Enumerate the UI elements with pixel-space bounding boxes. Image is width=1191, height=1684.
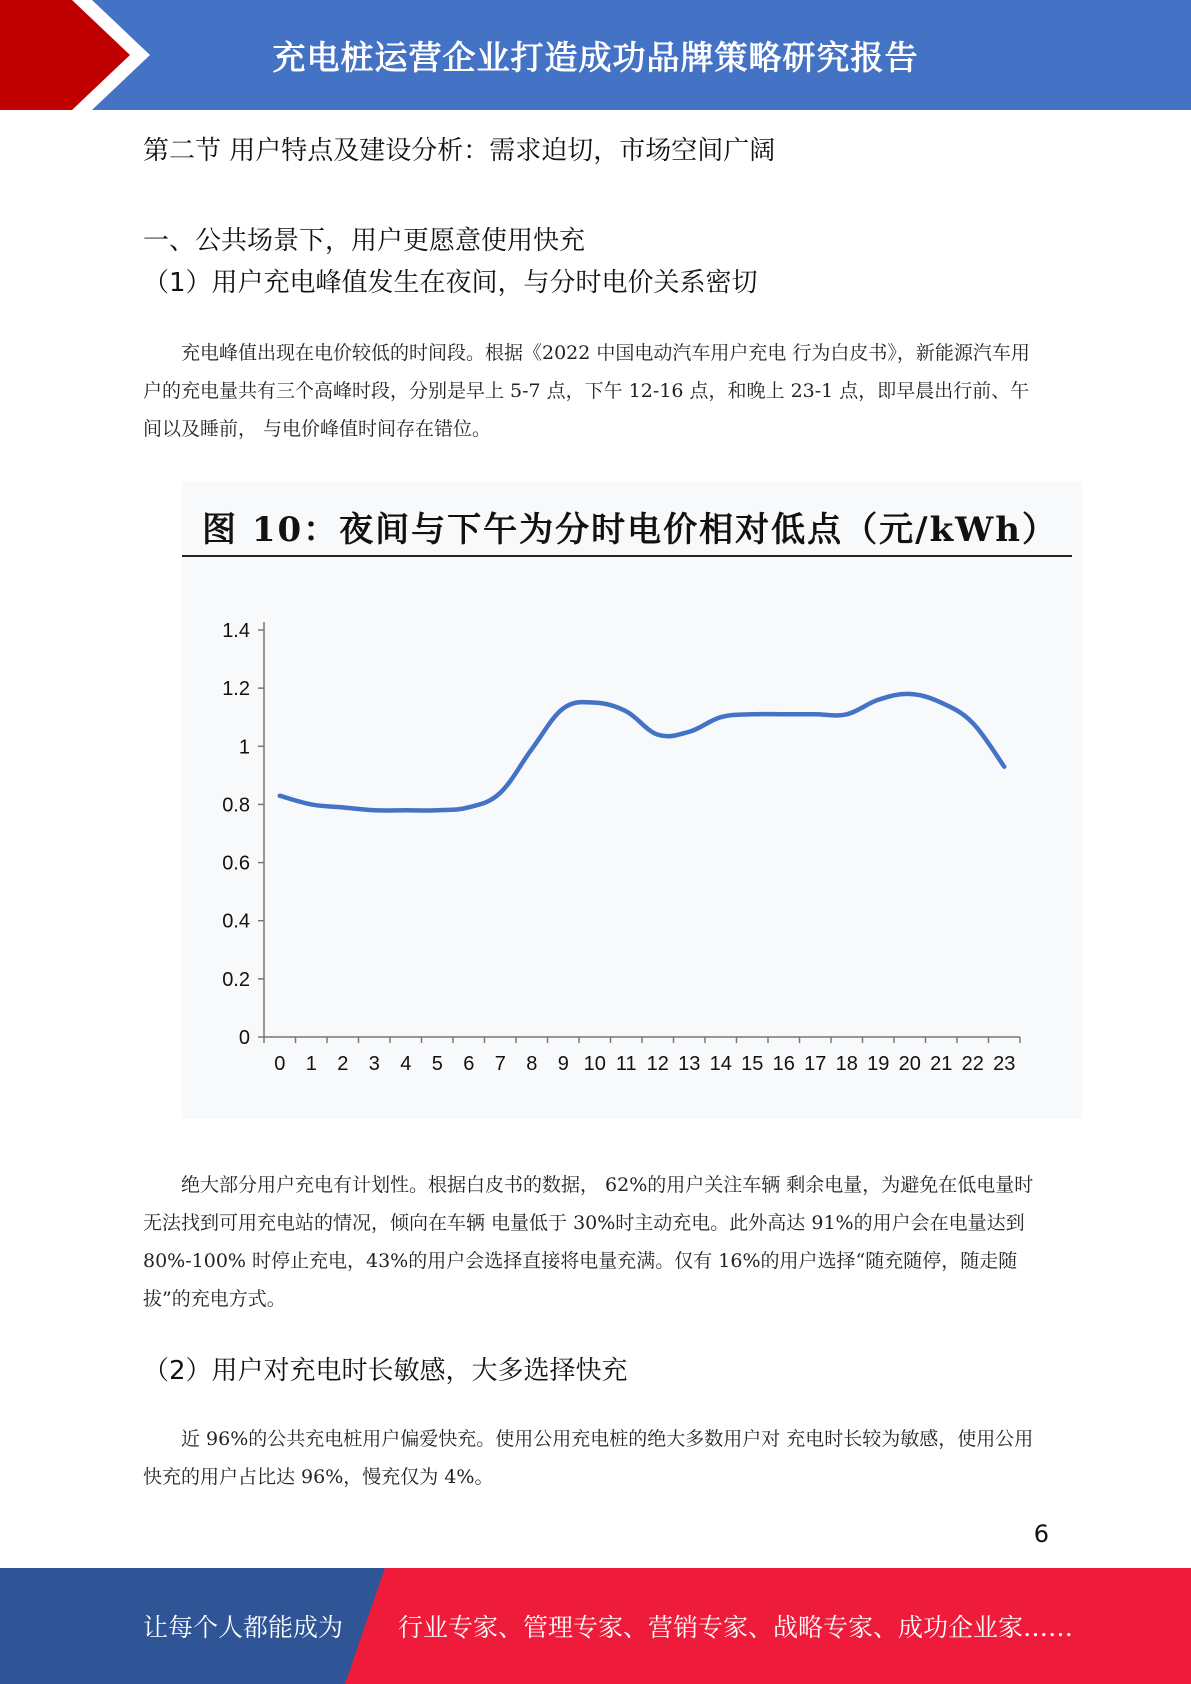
page-footer (0, 1568, 1191, 1684)
x-tick-label: 8 (526, 1053, 538, 1075)
header-chevron-logo (0, 0, 160, 110)
x-tick-label: 0 (274, 1053, 286, 1075)
x-tick-label: 12 (646, 1053, 669, 1075)
x-tick-label: 5 (431, 1053, 443, 1075)
price-line-chart (182, 482, 1082, 1119)
y-tick-label: 0.8 (222, 794, 250, 817)
x-tick-label: 3 (368, 1053, 380, 1075)
sub-sub-title-2: （2）用户对充电时长敏感，大多选择快充 (143, 1356, 628, 1386)
report-title: 充电桩运营企业打造成功品牌策略研究报告 (272, 37, 919, 77)
x-tick-label: 20 (898, 1053, 921, 1075)
sub-sub-title-1: （1）用户充电峰值发生在夜间，与分时电价关系密切 (143, 268, 758, 298)
x-tick-label: 23 (993, 1053, 1016, 1075)
x-tick-label: 19 (867, 1053, 890, 1075)
x-tick-label: 4 (400, 1053, 412, 1075)
y-tick-label: 0 (238, 1027, 250, 1049)
series-line-price (280, 694, 1005, 811)
y-tick-label: 1.4 (222, 620, 250, 642)
x-tick-label: 13 (678, 1053, 701, 1075)
y-tick-label: 0.6 (222, 852, 250, 875)
x-tick-label: 21 (930, 1053, 953, 1075)
x-tick-label: 10 (583, 1053, 606, 1075)
x-tick-label: 2 (337, 1053, 349, 1075)
x-tick-label: 17 (804, 1053, 827, 1075)
x-tick-label: 6 (463, 1053, 475, 1075)
footer-slogan-right: 行业专家、管理专家、营销专家、战略专家、成功企业家…… (398, 1613, 1074, 1642)
paragraph-2: 绝大部分用户充电有计划性。根据白皮书的数据， 62%的用户关注车辆 剩余电量，为避免在低电量时无法找到可用充电站的情况，倾向在车辆 电量低于 30%时主动充电。此外高达 91%的用户会在电量达到 80%-100% 时停止充电，43%的用户会选择直接将电量充满。仅有 16%的用户选择“随充随停，随走随拔”的充电方式。 (143, 1174, 1034, 1310)
footer-slogan-left: 让每个人都能成为 (143, 1613, 344, 1642)
x-tick-label: 14 (709, 1053, 732, 1075)
paragraph-3: 近 96%的公共充电桩用户偏爱快充。使用公用充电桩的绝大多数用户对 充电时长较为敏感，使用公用快充的用户占比达 96%，慢充仅为 4%。 (143, 1428, 1034, 1488)
x-tick-label: 7 (494, 1053, 506, 1075)
y-tick-label: 0.4 (222, 910, 250, 933)
sub-title: 一、公共场景下，用户更愿意使用快充 (143, 226, 586, 256)
x-tick-label: 1 (305, 1053, 317, 1075)
page-number: 6 (1033, 1520, 1049, 1548)
page-header (0, 0, 1191, 110)
x-tick-label: 15 (741, 1053, 764, 1075)
y-tick-label: 1.2 (222, 678, 250, 701)
y-tick-label: 0.2 (222, 968, 250, 991)
x-tick-label: 18 (835, 1053, 858, 1075)
paragraph-1: 充电峰值出现在电价较低的时间段。根据《2022 中国电动汽车用户充电 行为白皮书》，新能源汽车用户的充电量共有三个高峰时段，分别是早上 5-7 点，下午 12-16 点，和晚上 23-1 点，即早晨出行前、午间以及睡前， 与电价峰值时间存在错位。 (143, 342, 1030, 440)
y-tick-label: 1 (238, 736, 250, 759)
x-tick-label: 16 (772, 1053, 795, 1075)
x-tick-label: 9 (557, 1053, 569, 1075)
section-title: 第二节 用户特点及建设分析：需求迫切，市场空间广阔 (143, 136, 776, 166)
x-tick-label: 11 (615, 1053, 637, 1075)
figure-title: 图 10：夜间与下午为分时电价相对低点（元/kWh） (202, 510, 1059, 550)
x-tick-label: 22 (961, 1053, 984, 1075)
figure-10 (182, 482, 1082, 1119)
